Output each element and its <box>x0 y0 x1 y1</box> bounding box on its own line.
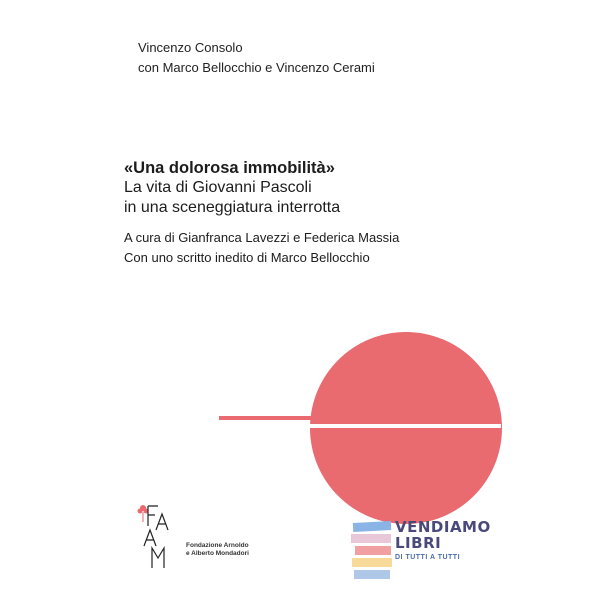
vendiamo-libri-badge <box>349 518 491 590</box>
badge-line-1: VENDIAMO <box>395 518 491 536</box>
publisher-name: Fondazione Arnoldo e Alberto Mondadori <box>186 542 249 557</box>
title-subtitle-1: La vita di Giovanni Pascoli <box>124 179 312 196</box>
book-stack-icon <box>349 518 395 590</box>
badge-tagline: DI TUTTI A TUTTI <box>395 554 461 561</box>
badge-line-2: LIBRI <box>395 534 442 552</box>
author-line-1: Vincenzo Consolo <box>138 40 243 55</box>
title-subtitle-2: in una sceneggiatura interrotta <box>124 199 341 216</box>
title-main: «Una dolorosa immobilità» <box>124 159 335 177</box>
publisher-logo <box>134 502 254 570</box>
editors-line-1: A cura di Gianfranca Lavezzi e Federica Massia <box>124 230 400 245</box>
editors-line-2: Con uno scritto inedito di Marco Bellocchio <box>124 250 370 265</box>
author-line-2: con Marco Bellocchio e Vincenzo Cerami <box>138 60 375 75</box>
famm-monogram-icon <box>134 502 190 570</box>
